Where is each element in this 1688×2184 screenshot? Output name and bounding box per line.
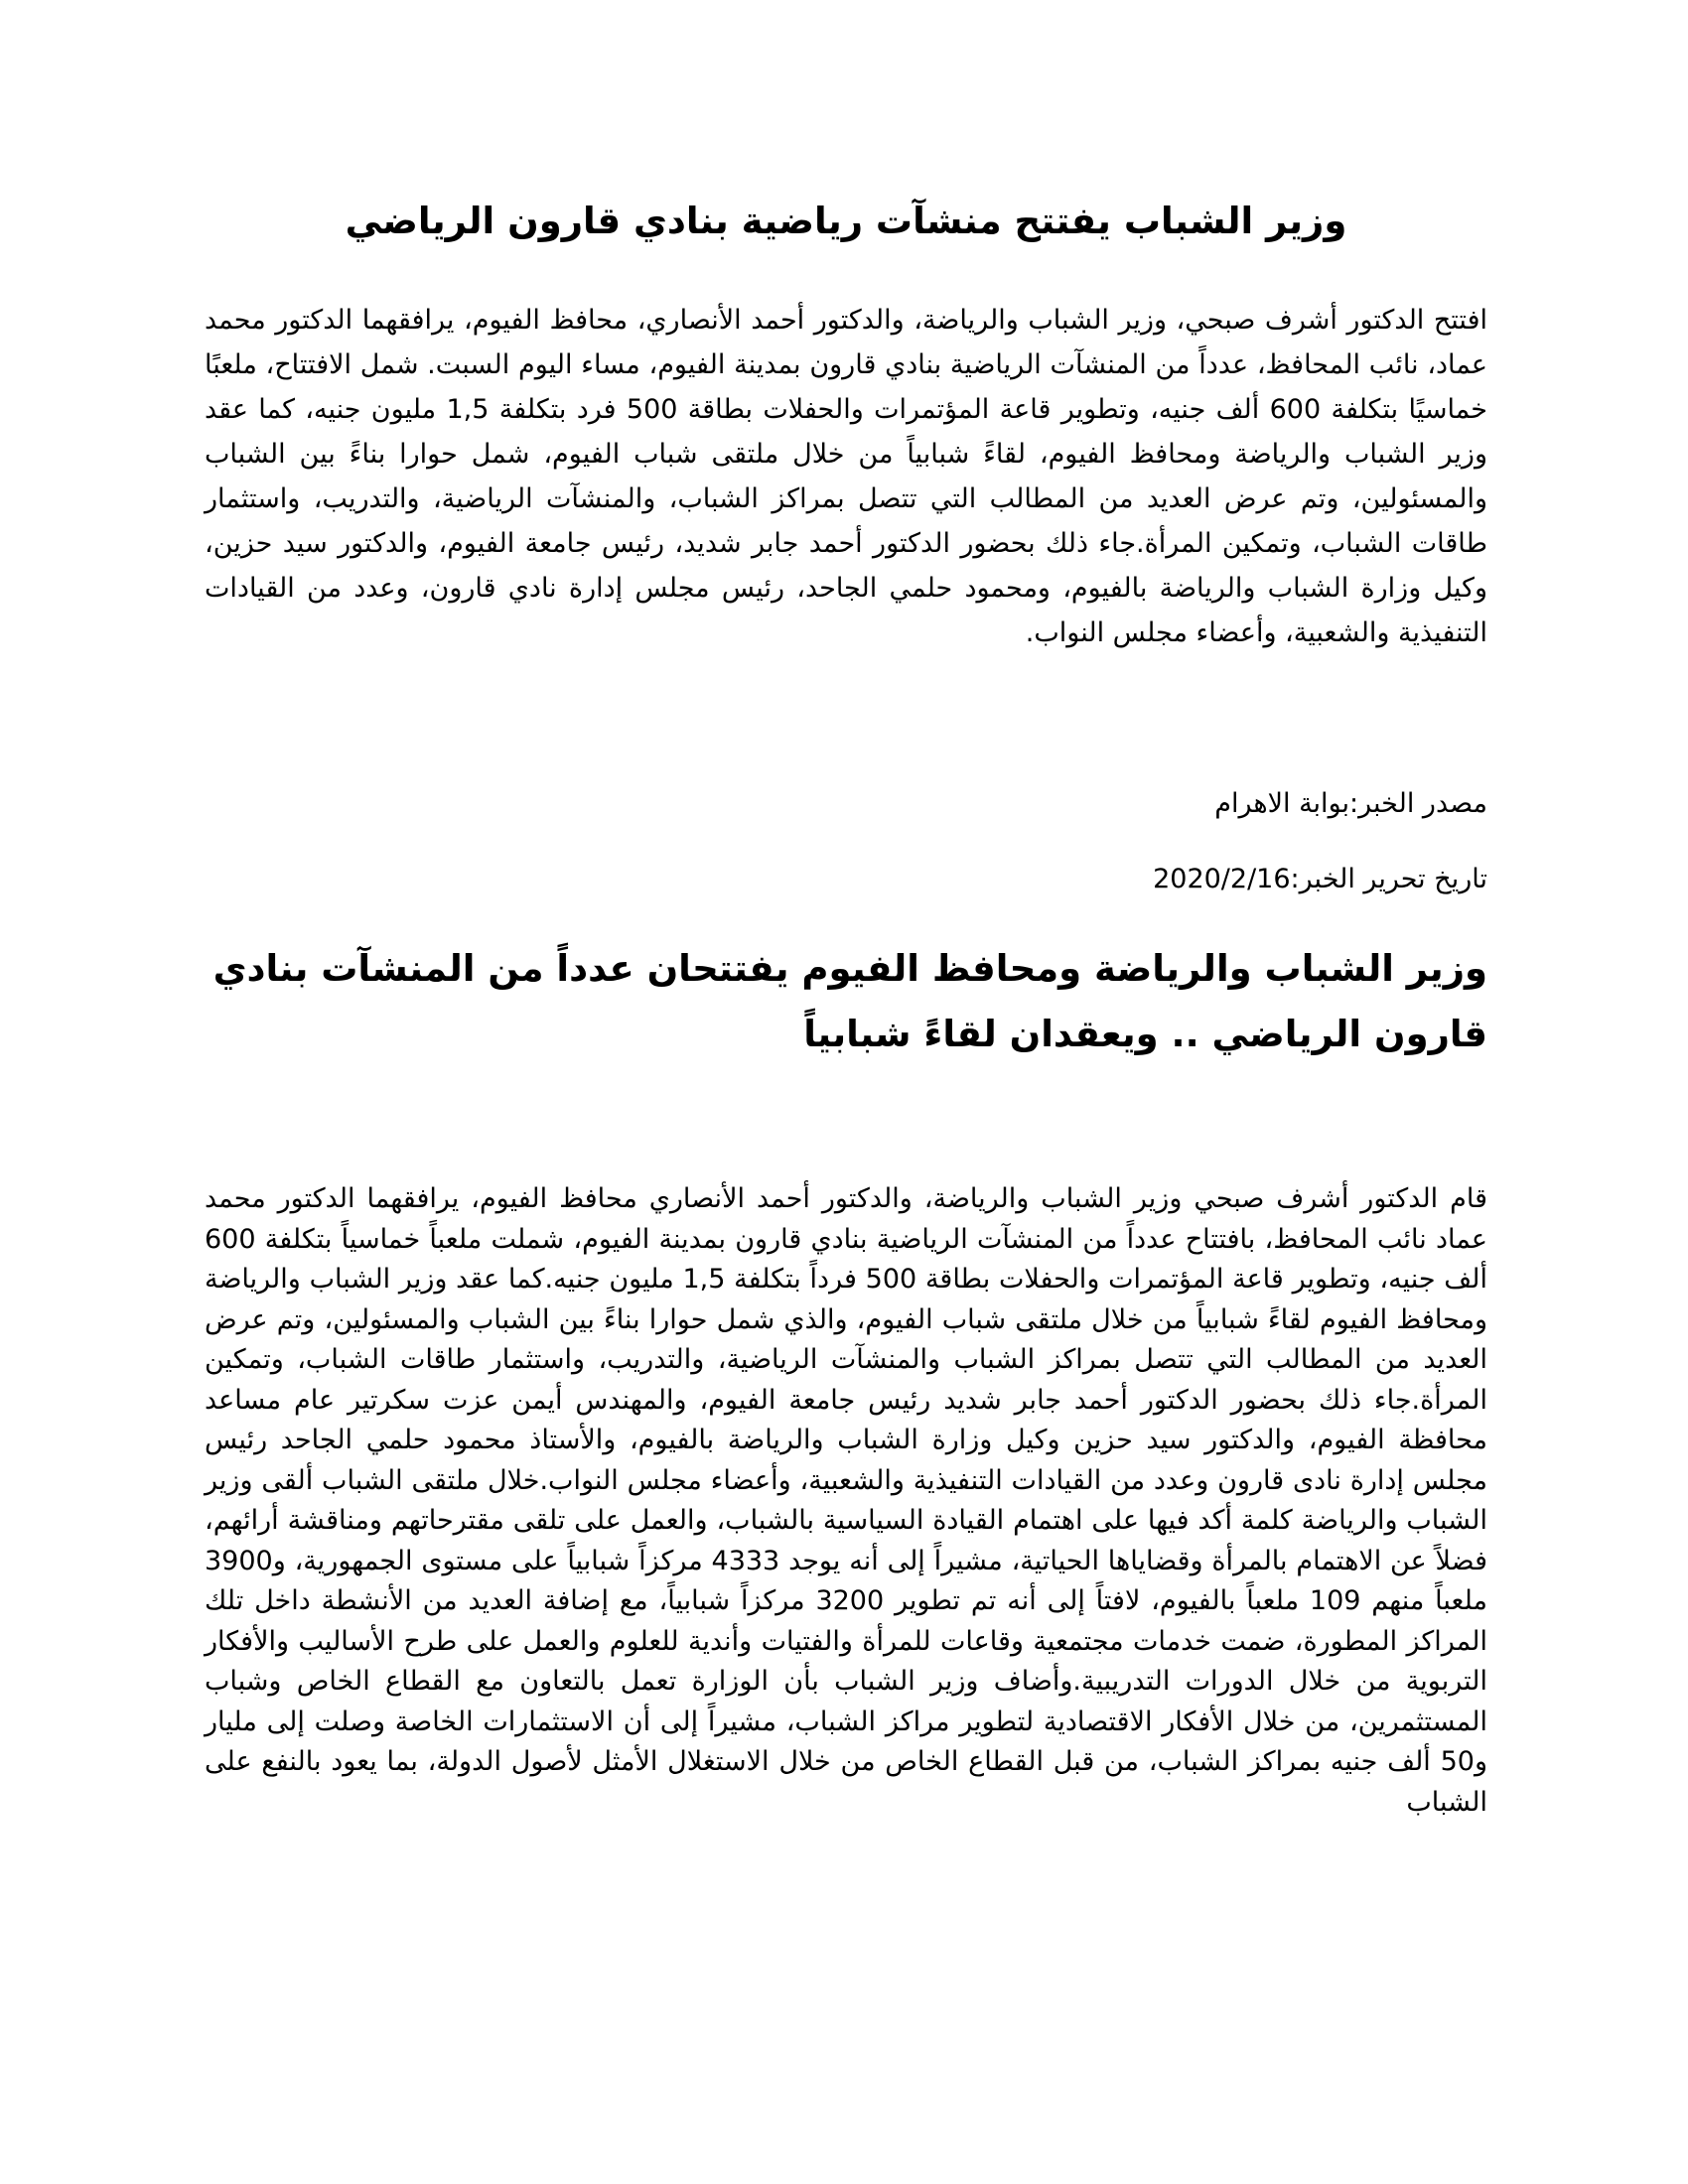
news-source: مصدر الخبر:بوابة الاهرام [1214, 788, 1487, 819]
news-date: تاريخ تحرير الخبر:2020/2/16 [1153, 864, 1487, 894]
article-2-body: قام الدكتور أشرف صبحي وزير الشباب والرياضة، والدكتور أحمد الأنصاري محافظ الفيوم، يرافقهما الدكتور محمد عماد نائب المحافظ، بافتتاح عدداً من المنشآت الرياضية بنادي قارون بمدينة الفيوم، شملت ملعباً خماسياً بتكلفة 600 ألف جنيه، وتطوير قاعة المؤتمرات والحفلات بطاقة 500 فرداً بتكلفة 1,5 مليون جنيه.كما عقد وزير الشباب والرياضة ومحافظ الفيوم لقاءً شبابياً من خلال ملتقى شباب الفيوم، والذي شمل حوارا بناءً بين الشباب والمسئولين، وتم عرض العديد من المطالب التي تتصل بمراكز الشباب والمنشآت الرياضية، والتدريب، واستثمار طاقات الشباب، وتمكين المرأة.جاء ذلك بحضور الدكتور أحمد جابر شديد رئيس جامعة الفيوم، والمهندس أيمن عزت سكرتير عام مساعد محافظة الفيوم، والدكتور سيد حزين وكيل وزارة الشباب والرياضة بالفيوم، والأستاذ محمود حلمي الجاحد رئيس مجلس إدارة نادى قارون وعدد من القيادات التنفيذية والشعبية، وأعضاء مجلس النواب.خلال ملتقى الشباب ألقى وزير الشباب والرياضة كلمة أكد فيها على اهتمام القيادة السياسية بالشباب، والعمل على تلقى مقترحاتهم ومناقشة أرائهم، فضلاً عن الاهتمام بالمرأة وقضاياها الحياتية، مشيراً إلى أنه يوجد 4333 مركزاً شبابياً على مستوى الجمهورية، و3900 ملعباً منهم 109 ملعباً بالفيوم، لافتاً إلى أنه تم تطوير 3200 مركزاً شبابياً، مع إضافة العديد من الأنشطة داخل تلك المراكز المطورة، ضمت خدمات مجتمعية وقاعات للمرأة والفتيات وأندية للعلوم والعمل على طرح الأساليب والأفكار التربوية من خلال الدورات التدريبية.وأضاف وزير الشباب بأن الوزارة تعمل بالتعاون مع القطاع الخاص وشباب المستثمرين، من خلال الأفكار الاقتصادية لتطوير مراكز الشباب، مشيراً إلى أن الاستثمارات الخاصة وصلت إلى مليار و50 ألف جنيه بمراكز الشباب، من قبل القطاع الخاص من خلال الاستغلال الأمثل لأصول الدولة، بما يعود بالنفع على الشباب [205, 1183, 1487, 1818]
document-page [205, 0, 1487, 2184]
article-2-title: وزير الشباب والرياضة ومحافظ الفيوم يفتتحان عدداً من المنشآت بنادي قارون الرياضي .. ويعقدان لقاءً شبابياً [212, 947, 1487, 1055]
article-1-title: وزير الشباب يفتتح منشآت رياضية بنادي قارون الرياضي [345, 200, 1347, 242]
article-1-body: افتتح الدكتور أشرف صبحي، وزير الشباب والرياضة، والدكتور أحمد الأنصاري، محافظ الفيوم، يرافقهما الدكتور محمد عماد، نائب المحافظ، عدداً من المنشآت الرياضية بنادي قارون بمدينة الفيوم، مساء اليوم السبت. شمل الافتتاح، ملعبًا خماسيًا بتكلفة 600 ألف جنيه، وتطوير قاعة المؤتمرات والحفلات بطاقة 500 فرد بتكلفة 1,5 مليون جنيه، كما عقد وزير الشباب والرياضة ومحافظ الفيوم، لقاءً شبابياً من خلال ملتقى شباب الفيوم، شمل حوارا بناءً بين الشباب والمسئولين، وتم عرض العديد من المطالب التي تتصل بمراكز الشباب، والمنشآت الرياضية، والتدريب، واستثمار طاقات الشباب، وتمكين المرأة.جاء ذلك بحضور الدكتور أحمد جابر شديد، رئيس جامعة الفيوم، والدكتور سيد حزين، وكيل وزارة الشباب والرياضة بالفيوم، ومحمود حلمي الجاحد، رئيس مجلس إدارة نادي قارون، وعدد من القيادات التنفيذية والشعبية، وأعضاء مجلس النواب. [205, 305, 1487, 648]
